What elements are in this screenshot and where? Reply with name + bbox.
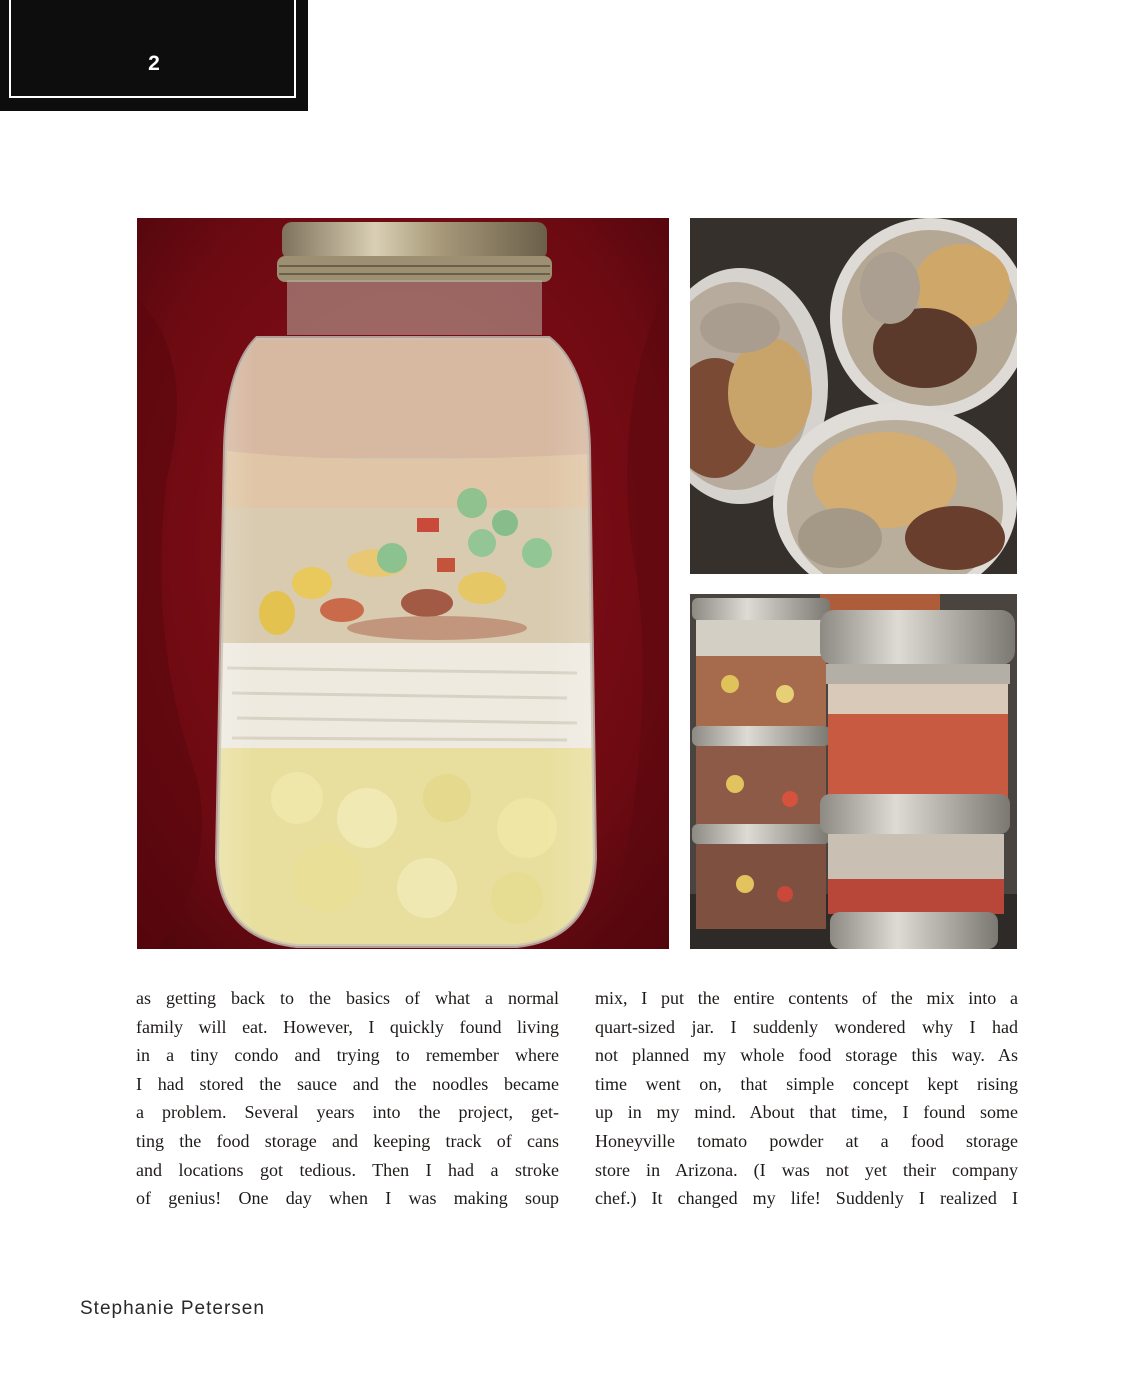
- page-number-frame: [9, 0, 296, 98]
- text-line: a problem. Several years into the project, get-: [136, 1102, 559, 1123]
- photo-quart-jar-layered-mix: [137, 218, 669, 949]
- text-line: ting the food storage and keeping track of cans: [136, 1130, 559, 1151]
- text-line: store in Arizona. (I was not yet their company: [595, 1159, 1018, 1180]
- text-line: and locations got tedious. Then I had a stroke: [136, 1159, 559, 1180]
- text-line: I had stored the sauce and the noodles became: [136, 1073, 559, 1094]
- body-text-left-column: [136, 984, 559, 1213]
- text-line: quart-sized jar. I suddenly wondered why I had: [595, 1016, 1018, 1037]
- text-line: up in my mind. About that time, I found some: [595, 1102, 1018, 1123]
- text-line: as getting back to the basics of what a normal: [136, 988, 559, 1008]
- page-number-tab: [0, 0, 308, 111]
- text-line: in a tiny condo and trying to remember where: [136, 1045, 559, 1066]
- text-line: time went on, that simple concept kept rising: [595, 1073, 1018, 1094]
- author-name: Stephanie Petersen: [80, 1298, 265, 1319]
- page-number: 2: [148, 52, 160, 75]
- text-line: mix, I put the entire contents of the mix into a: [595, 988, 1018, 1008]
- text-line: not planned my whole food storage this way. As: [595, 1045, 1018, 1066]
- text-line: family will eat. However, I quickly found living: [136, 1016, 559, 1037]
- photo-bowls-of-ingredients: [690, 218, 1017, 574]
- body-text-right-column: [595, 984, 1018, 1213]
- text-line: chef.) It changed my life! Suddenly I realized I: [595, 1188, 1018, 1209]
- photo-stacked-jars: [690, 594, 1017, 949]
- text-line: Honeyville tomato powder at a food storage: [595, 1130, 1018, 1151]
- text-line: of genius! One day when I was making soup: [136, 1188, 559, 1209]
